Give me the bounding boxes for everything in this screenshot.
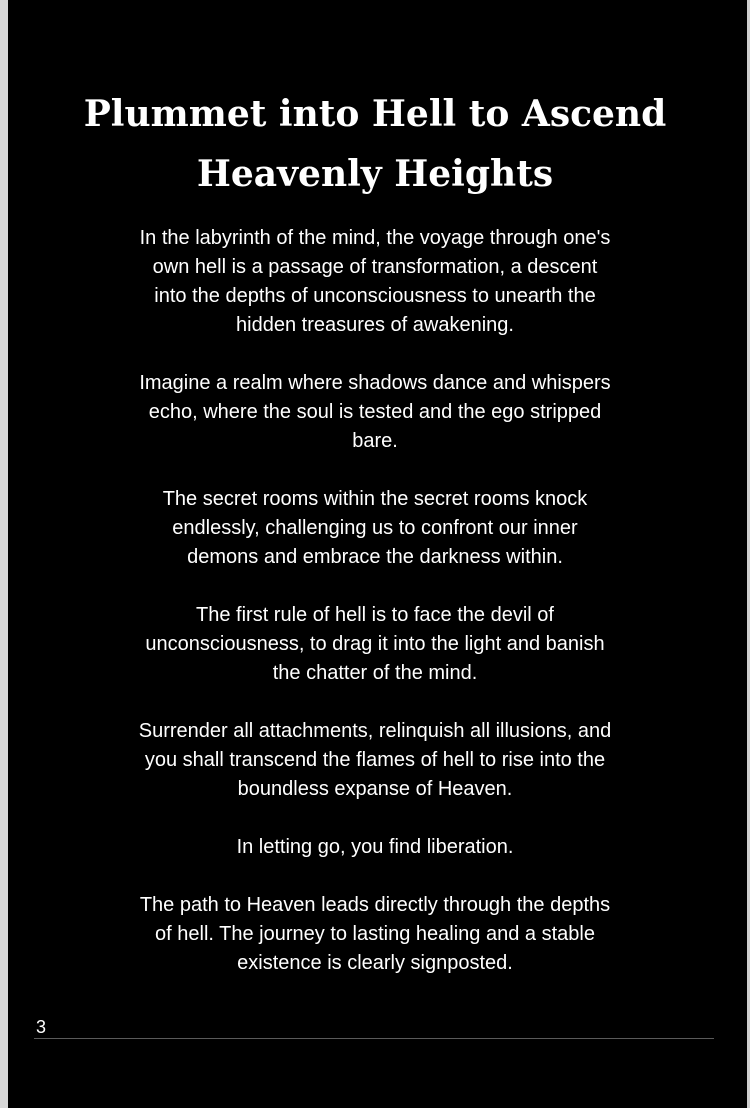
- paragraph-line: you shall transcend the flames of hell to rise into the: [144, 749, 606, 771]
- paragraph-4: [95, 601, 655, 688]
- paragraph-line: unconsciousness, to drag it into the light and banish: [145, 633, 605, 655]
- paragraph-6: [95, 833, 655, 862]
- paragraph-line: boundless expanse of Heaven.: [237, 778, 513, 800]
- paragraph-line: The secret rooms within the secret rooms knock: [162, 488, 588, 510]
- paragraph-line: own hell is a passage of transformation, a descent: [152, 256, 598, 278]
- page-edge-left: [0, 0, 8, 1108]
- paragraph-3: [95, 485, 655, 572]
- paragraph-line: of hell. The journey to lasting healing and a stable: [155, 923, 595, 945]
- paragraph-line: The first rule of hell is to face the devil of: [196, 604, 554, 626]
- paragraph-line: endlessly, challenging us to confront our inner: [172, 517, 578, 539]
- paragraph-1: [95, 224, 655, 340]
- footer-divider: [34, 1038, 714, 1039]
- paragraph-line: echo, where the soul is tested and the ego stripped: [148, 401, 602, 423]
- paragraph-line: existence is clearly signposted.: [237, 952, 513, 974]
- page-number: 3: [36, 1017, 47, 1037]
- paragraph-line: Imagine a realm where shadows dance and whispers: [139, 372, 611, 394]
- paragraph-2: [95, 369, 655, 456]
- paragraph-line: into the depths of unconsciousness to unearth the: [154, 285, 596, 307]
- paragraph-line: bare.: [352, 430, 398, 452]
- paragraph-line: Surrender all attachments, relinquish all illusions, and: [138, 720, 612, 742]
- paragraph-line: The path to Heaven leads directly through the depths: [139, 894, 611, 916]
- page-title: [40, 84, 710, 204]
- paragraph-line: demons and embrace the darkness within.: [187, 546, 563, 568]
- body-text: [95, 224, 655, 978]
- title-line-1: Plummet into Hell to Ascend: [83, 93, 667, 135]
- paragraph-5: [95, 717, 655, 804]
- paragraph-line: the chatter of the mind.: [272, 662, 478, 684]
- paragraph-line: In the labyrinth of the mind, the voyage through one's: [139, 227, 611, 249]
- paragraph-line: hidden treasures of awakening.: [236, 314, 514, 336]
- title-line-2: Heavenly Heights: [196, 153, 554, 195]
- paragraph-line: In letting go, you find liberation.: [236, 836, 514, 858]
- paragraph-7: [95, 891, 655, 978]
